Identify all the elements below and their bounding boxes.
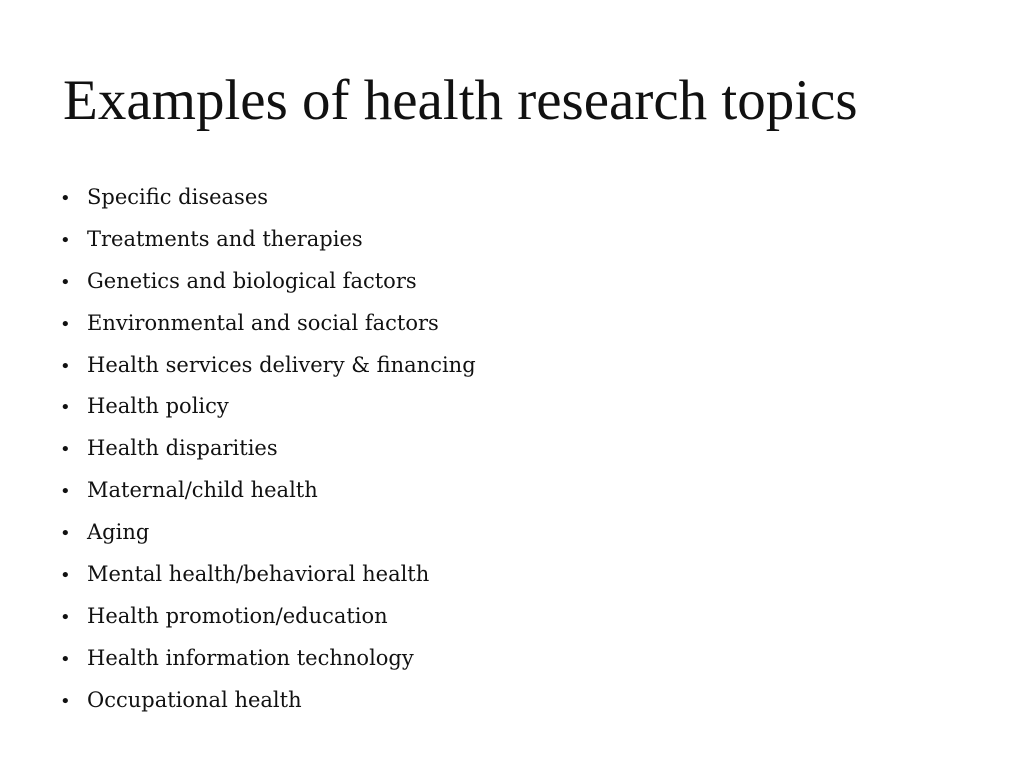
bullet-icon: • (60, 523, 71, 545)
list-item-text: Mental health/behavioral health (87, 562, 430, 587)
list-item-text: Treatments and therapies (87, 226, 363, 251)
bullet-icon: • (60, 229, 71, 251)
slide-title: Examples of health research topics (63, 69, 858, 132)
list-item (60, 177, 476, 219)
bullet-icon: • (60, 271, 71, 293)
bullet-icon: • (60, 648, 71, 670)
list-item (60, 470, 476, 512)
list-item-text: Aging (87, 520, 150, 545)
topic-list (60, 177, 476, 722)
list-item-text: Genetics and biological factors (87, 268, 417, 293)
list-item (60, 554, 476, 596)
bullet-icon: • (60, 397, 71, 419)
list-item-text: Environmental and social factors (87, 310, 439, 335)
list-item (60, 428, 476, 470)
bullet-icon: • (60, 606, 71, 628)
list-item (60, 638, 476, 680)
list-item (60, 596, 476, 638)
list-item (60, 512, 476, 554)
list-item (60, 345, 476, 387)
bullet-icon: • (60, 690, 71, 712)
list-item-text: Maternal/child health (87, 478, 318, 503)
list-item-text: Health services delivery & financing (87, 352, 476, 377)
bullet-icon: • (60, 313, 71, 335)
list-item-text: Occupational health (87, 687, 302, 712)
list-item (60, 261, 476, 303)
bullet-icon: • (60, 481, 71, 503)
bullet-icon: • (60, 439, 71, 461)
list-item (60, 386, 476, 428)
list-item-text: Health disparities (87, 436, 278, 461)
list-item (60, 680, 476, 722)
bullet-icon: • (60, 565, 71, 587)
bullet-icon: • (60, 355, 71, 377)
list-item (60, 219, 476, 261)
list-item-text: Health information technology (87, 645, 414, 670)
bullet-icon: • (60, 188, 71, 209)
list-item (60, 303, 476, 345)
list-item-text: Health promotion/education (87, 603, 388, 628)
list-item-text: Specific diseases (87, 185, 269, 209)
list-item-text: Health policy (87, 394, 229, 419)
